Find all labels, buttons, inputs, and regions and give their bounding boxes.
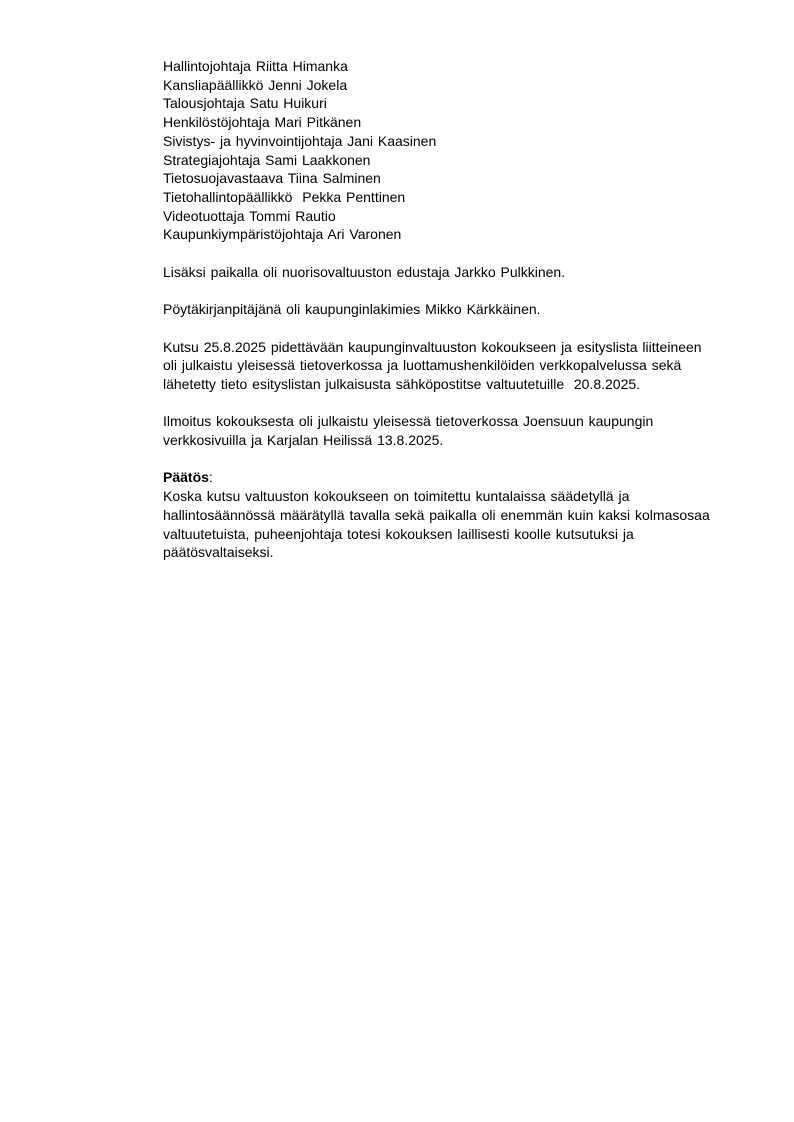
invitation-line: lähetetty tieto esityslistan julkaisusta sähköpostitse valtuutetuille 20.8.2025. <box>163 375 641 392</box>
decision-body-line: Koska kutsu valtuuston kokoukseen on toimitettu kuntalaissa säädetyllä ja <box>163 488 630 505</box>
invitation-line: oli julkaistu yleisessä tietoverkossa ja luottamushenkilöiden verkkopalvelussa sekä <box>163 357 682 374</box>
decision-section <box>163 468 763 562</box>
decision-body-line: hallintosäännössä määrätyllä tavalla sekä paikalla oli enemmän kuin kaksi kolmasosaa <box>163 506 710 523</box>
decision-body-line: valtuutetuista, puheenjohtaja totesi kokouksen laillisesti koolle kutsutuksi ja <box>163 525 634 542</box>
announcement-line: Ilmoitus kokouksesta oli julkaistu yleisessä tietoverkossa Joensuun kaupungin <box>163 413 654 430</box>
paragraph-announcement <box>163 412 763 449</box>
decision-body-line: päätösvaltaiseksi. <box>163 544 274 561</box>
decision-heading-colon: : <box>208 469 213 486</box>
document-content <box>163 57 763 562</box>
attendee-line: Kaupunkiympäristöjohtaja Ari Varonen <box>163 226 402 243</box>
attendee-line: Hallintojohtaja Riitta Himanka <box>163 58 348 74</box>
attendee-list <box>163 57 763 244</box>
invitation-line: Kutsu 25.8.2025 pidettävään kaupunginvaltuuston kokoukseen ja esityslista liitteineen <box>163 338 702 355</box>
attendee-line: Kansliapäällikkö Jenni Jokela <box>163 76 348 93</box>
paragraph-additional-attendee <box>163 263 763 282</box>
decision-heading-line <box>163 468 763 487</box>
paragraph-invitation <box>163 338 763 394</box>
attendee-line: Tietohallintopäällikkö Pekka Penttinen <box>163 188 406 205</box>
secretary-text: Pöytäkirjanpitäjänä oli kaupunginlakimies Mikko Kärkkäinen. <box>163 301 541 318</box>
announcement-line: verkkosivuilla ja Karjalan Heilissä 13.8.2025. <box>163 432 444 448</box>
attendee-line: Talousjohtaja Satu Huikuri <box>163 95 327 112</box>
attendee-line: Tietosuojavastaava Tiina Salminen <box>163 170 381 187</box>
decision-heading: Päätös <box>163 469 209 486</box>
paragraph-secretary <box>163 300 763 319</box>
attendee-line: Henkilöstöjohtaja Mari Pitkänen <box>163 114 362 131</box>
attendee-line: Videotuottaja Tommi Rautio <box>163 207 336 224</box>
attendee-line: Sivistys- ja hyvinvointijohtaja Jani Kaasinen <box>163 132 437 149</box>
attendee-line: Strategiajohtaja Sami Laakkonen <box>163 151 371 168</box>
additional-attendee-text: Lisäksi paikalla oli nuorisovaltuuston edustaja Jarkko Pulkkinen. <box>163 263 566 280</box>
